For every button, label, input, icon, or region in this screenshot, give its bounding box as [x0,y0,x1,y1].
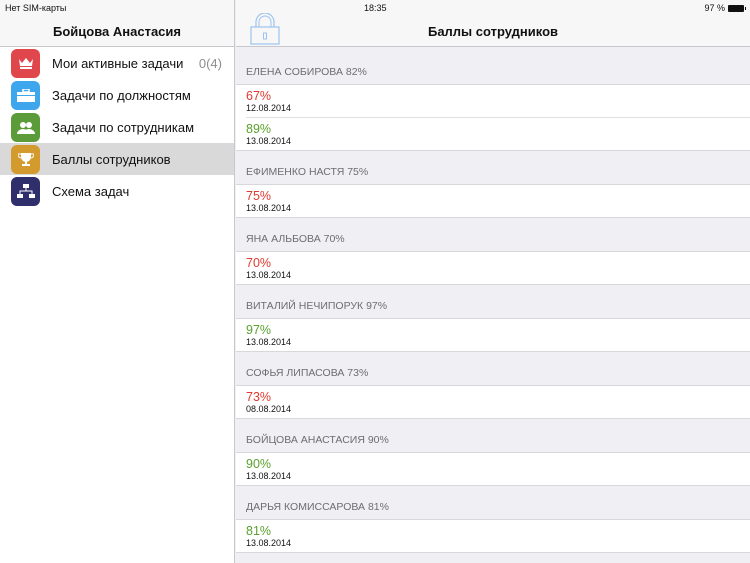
score-value: 90% [246,457,272,471]
status-bar [0,0,750,15]
score-value: 81% [246,524,272,538]
page-title: Баллы сотрудников [427,24,559,39]
score-date: 13.08.2014 [246,538,292,548]
score-value: 89% [246,122,272,136]
score-value: 97% [246,323,272,337]
task-count: 0(4) [198,55,222,71]
clock: 18:35 [364,3,387,13]
sidebar-item[interactable] [0,143,234,175]
score-row[interactable] [236,85,750,118]
score-value: 70% [246,256,272,270]
hierarchy-icon [11,177,40,206]
scores-list[interactable] [236,47,750,553]
score-date: 13.08.2014 [246,270,292,280]
section-header: ЯНА АЛЬБОВА 70% [236,218,750,252]
section-header: ЕФИМЕНКО НАСТЯ 75% [236,151,750,185]
score-date: 13.08.2014 [246,471,292,481]
score-row[interactable] [236,252,750,285]
score-row[interactable] [236,453,750,486]
score-row[interactable] [236,520,750,553]
score-row[interactable] [236,118,750,151]
score-value: 67% [246,89,272,103]
sidebar-item-label: Баллы сотрудников [52,151,171,167]
score-date: 08.08.2014 [246,404,292,414]
carrier-label: Нет SIM-карты [5,3,67,13]
trophy-icon [11,145,40,174]
crown-icon [11,49,40,78]
section-header: ЕЛЕНА СОБИРОВА 82% [236,47,750,85]
sidebar-item[interactable] [0,79,234,111]
battery-status [704,3,744,13]
score-row[interactable] [236,386,750,419]
sidebar-item-label: Задачи по сотрудникам [52,119,195,135]
score-row[interactable] [236,185,750,218]
sidebar-item-label: Задачи по должностям [52,87,191,103]
sidebar-item-label: Схема задач [52,183,130,199]
sidebar-title: Бойцова Анастасия [0,0,234,47]
briefcase-icon [11,81,40,110]
score-row[interactable] [236,319,750,352]
users-icon [11,113,40,142]
score-date: 13.08.2014 [246,337,292,347]
sidebar-item-label: Мои активные задачи [52,55,184,71]
score-date: 12.08.2014 [246,103,292,113]
section-header: СОФЬЯ ЛИПАСОВА 73% [236,352,750,386]
section-header: ДАРЬЯ КОМИССАРОВА 81% [236,486,750,520]
score-date: 13.08.2014 [246,203,292,213]
battery-percent: 97 % [704,3,725,13]
score-value: 73% [246,390,272,404]
score-value: 75% [246,189,272,203]
sidebar-item[interactable] [0,47,234,79]
sidebar [0,0,235,563]
sidebar-item[interactable] [0,175,234,207]
section-header: ВИТАЛИЙ НЕЧИПОРУК 97% [236,285,750,319]
sidebar-item[interactable] [0,111,234,143]
main-panel [236,0,750,563]
battery-icon [728,5,744,12]
score-date: 13.08.2014 [246,136,292,146]
section-header: БОЙЦОВА АНАСТАСИЯ 90% [236,419,750,453]
